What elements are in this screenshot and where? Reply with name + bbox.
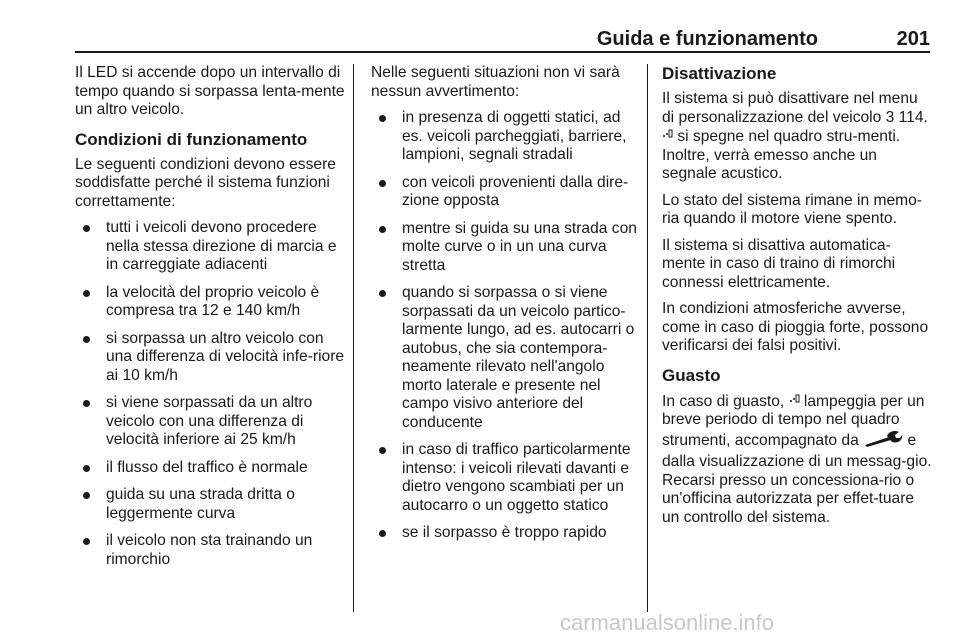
list-item-text: si viene sorpassati da un altro veicolo con una differenza di velocità inferiore ai 25 km/h [106,394,313,448]
heading-deactivation: Disattivazione [662,64,777,83]
column-divider [353,64,354,612]
paragraph-text: si spegne nel quadro stru-menti. Inoltre, verrà emesso anche un segnale acustico. [662,128,901,182]
column-left [75,64,347,578]
list-item-text: il flusso del traffico è normale [106,458,308,476]
paragraph-text: In caso di guasto, [662,392,785,410]
column-middle [371,64,637,552]
no-warning-list [371,109,637,543]
list-item [371,220,637,276]
list-item [75,486,347,523]
list-item [75,284,347,321]
bullet-icon [379,226,386,233]
deactivation-paragraph [662,90,932,184]
bullet-icon [379,115,386,122]
bullet-icon [83,336,90,343]
list-item [371,109,637,165]
bullet-icon [83,225,90,232]
list-item-text: il veicolo non sta trainando un rimorchio [106,532,313,568]
weather-paragraph: In condizioni atmosferiche avverse, come in caso di pioggia forte, possono verificarsi dei falsi positivi. [662,300,929,354]
list-item-text: tutti i veicoli devono procedere nella stessa direzione di marcia e in carreggiate adiacenti [106,219,337,273]
list-item [75,394,347,450]
memory-paragraph: Lo stato del sistema rimane in memo-ria quando il motore viene spento. [662,191,922,227]
conditions-list [75,219,347,569]
list-item-text: si sorpassa un altro veicolo con una differenza di velocità infe-riore ai 10 km/h [106,329,345,384]
auto-deactivate-paragraph: Il sistema si disattiva automatica-mente in caso di traino di rimorchi connessi elettricamente. [662,236,896,291]
paragraph-text: lampeggia per un breve periodo di tempo nel quadro strumenti, accompagnato da [662,392,925,449]
list-item-text: quando si sorpassa o si viene sorpassati da un veicolo partico-larmente lungo, ad es. autocarri o autobus, che sia contempora-neamente rilevato nell'angolo morto laterale e presente nel campo visivo anteriore del conducente [402,284,635,431]
list-item-text: in caso di traffico particolarmente intenso: i veicoli rilevati davanti e dietro vengono scambiati per un autocarro o un oggetto statico [402,441,631,514]
bullet-icon [83,465,90,472]
fault-paragraph [662,392,932,528]
list-item [75,330,347,386]
intro-paragraph: Il LED si accende dopo un intervallo di tempo quando si sorpassa lenta-mente un altro veicolo. [75,64,345,118]
list-item [371,174,637,211]
list-item-text: con veicoli provenienti dalla dire-zione opposta [402,173,629,209]
side-blind-zone-alert-icon [789,396,800,406]
bullet-icon [83,492,90,499]
list-item-text: se il sorpasso è troppo rapido [402,524,607,541]
bullet-icon [83,400,90,407]
paragraph-text: e dalla visualizzazione di un messag-gio. Recarsi presso un concessiona-rio o un'officina autorizzata per effet-tuare un controllo del sistema. [662,431,932,526]
conditions-lead: Le seguenti condizioni devono essere soddisfatte perché il sistema funzioni correttamente: [75,155,336,210]
list-item-text: in presenza di oggetti statici, ad es. veicoli parcheggiati, barriere, lampioni, segnali stradali [402,109,627,163]
list-item-text: guida su una strada dritta o leggermente curva [106,486,295,522]
heading-operating-conditions: Condizioni di funzionamento [75,129,308,149]
header-rule [75,51,930,53]
list-item [75,459,347,478]
column-right [662,64,932,535]
bullet-icon [379,180,386,187]
bullet-icon [83,290,90,297]
side-blind-zone-alert-icon [662,131,673,141]
list-item [75,219,347,275]
bullet-icon [83,538,90,545]
bullet-icon [379,447,386,454]
list-item [371,524,637,543]
column-divider [647,64,648,612]
section-title: Guida e funzionamento [596,28,818,50]
list-item [371,284,637,432]
list-item-text: mentre si guida su una strada con molte curve o in un una curva stretta [402,219,637,274]
heading-fault: Guasto [662,365,721,385]
page-number: 201 [896,28,930,50]
page-header [75,24,930,50]
paragraph-text: Il sistema si può disattivare nel menu di personalizzazione del veicolo [662,90,918,126]
wrench-icon [863,430,903,454]
list-item [75,532,347,569]
list-item [371,441,637,515]
page-reference-link[interactable]: 3 114. [885,108,928,126]
watermark: carmanualsonline.info [560,610,775,635]
no-warning-lead: Nelle seguenti situazioni non vi sarà nessun avvertimento: [371,64,620,100]
bullet-icon [379,530,386,537]
list-item-text: la velocità del proprio veicolo è compresa tra 12 e 140 km/h [106,283,320,319]
bullet-icon [379,290,386,297]
